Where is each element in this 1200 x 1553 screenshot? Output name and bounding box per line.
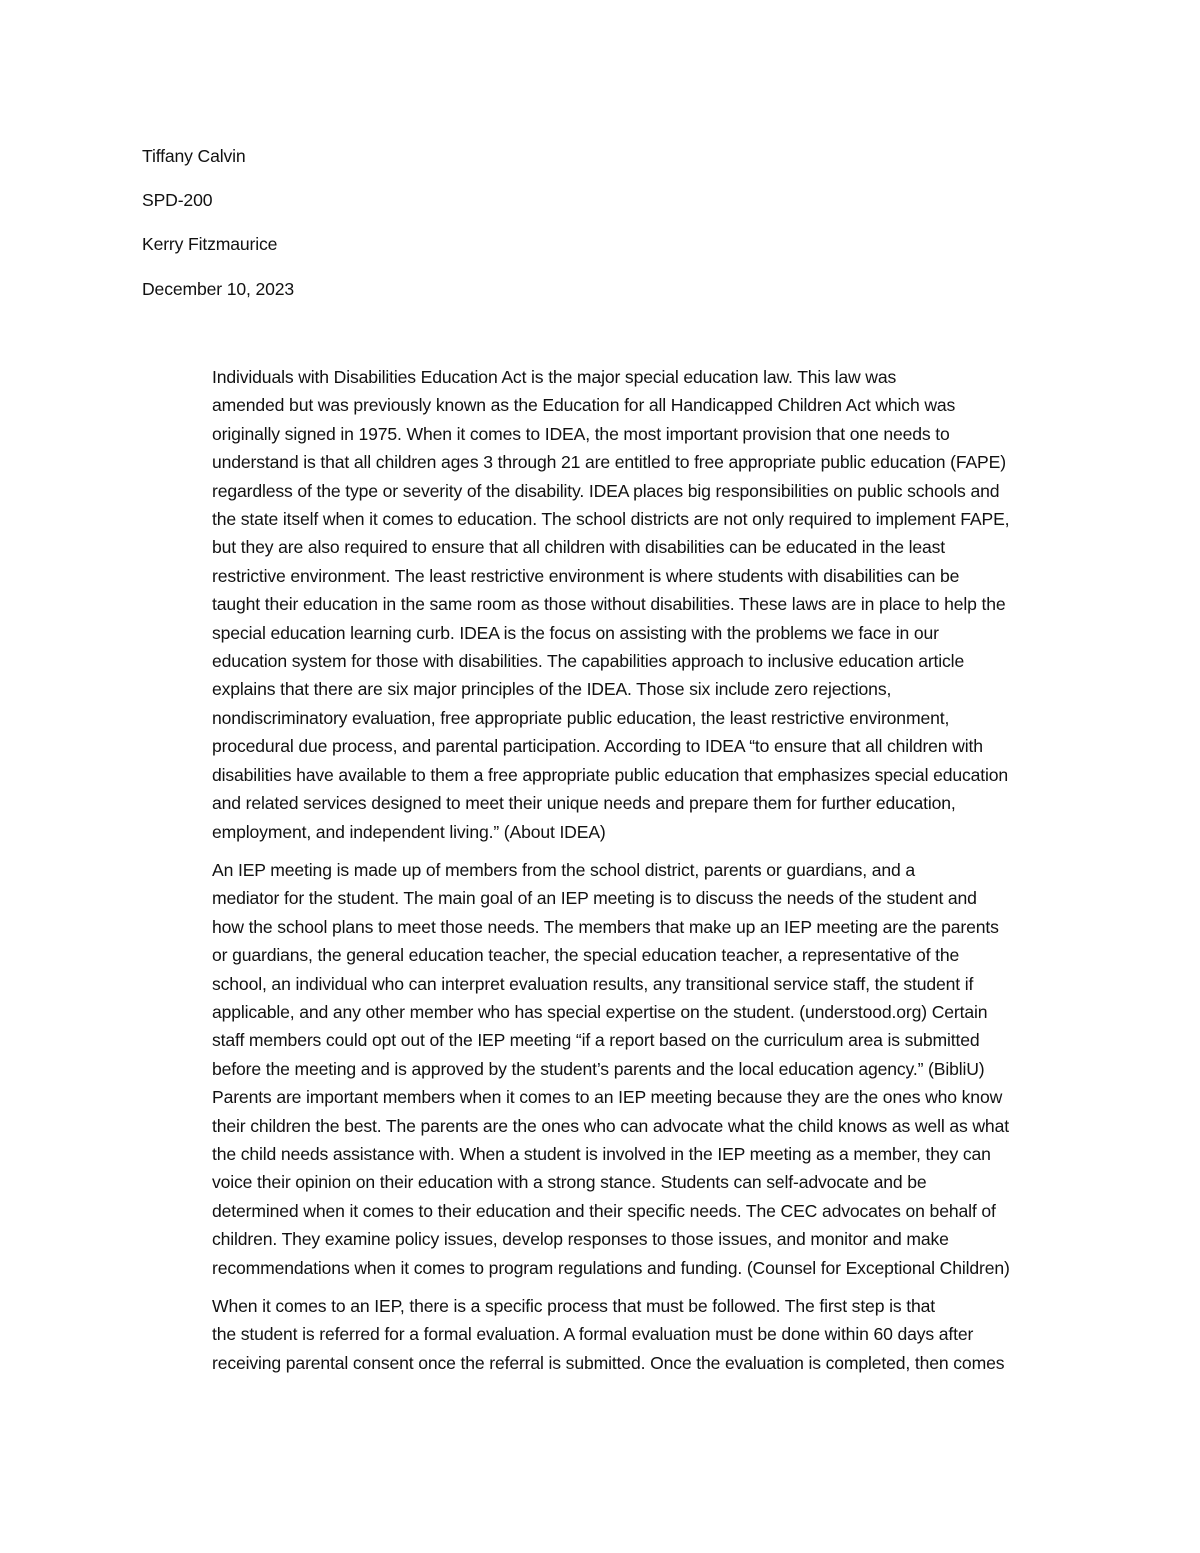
paragraph-line: children. They examine policy issues, develop responses to those issues, and monitor and make [212, 1229, 949, 1250]
paragraph-line: voice their opinion on their education with a strong stance. Students can self-advocate and be [212, 1172, 927, 1193]
paragraph-line: receiving parental consent once the referral is submitted. Once the evaluation is completed, then comes [212, 1352, 1005, 1373]
paragraph-line: When it comes to an IEP, there is a specific process that must be followed. The first step is that [212, 1296, 935, 1316]
paragraph-line: Individuals with Disabilities Education Act is the major special education law. This law was [212, 367, 897, 387]
author-name: Tiffany Calvin [142, 146, 246, 166]
paragraph-line: restrictive environment. The least restrictive environment is where students with disabilities can be [212, 565, 960, 586]
paragraph-line: determined when it comes to their education and their specific needs. The CEC advocates on behalf of [212, 1200, 996, 1221]
paragraph-line: amended but was previously known as the Education for all Handicapped Children Act which was [212, 395, 956, 416]
paragraph-line: nondiscriminatory evaluation, free appropriate public education, the least restrictive environment, [212, 707, 950, 728]
paragraph-line: the student is referred for a formal evaluation. A formal evaluation must be done within 60 days after [212, 1324, 974, 1345]
paragraph-line: their children the best. The parents are the ones who can advocate what the child knows as well as what [212, 1115, 1009, 1136]
paragraph-line: special education learning curb. IDEA is the focus on assisting with the problems we face in our [212, 622, 939, 643]
body-paragraph [142, 1292, 1058, 1377]
paragraph-line: but they are also required to ensure that all children with disabilities can be educated in the least [212, 537, 946, 558]
paragraph-line: how the school plans to meet those needs. The members that make up an IEP meeting are the parents [212, 916, 999, 937]
document-body [142, 363, 1058, 1387]
paragraph-line: taught their education in the same room as those without disabilities. These laws are in place to help the [212, 594, 1006, 615]
paragraph-line: the child needs assistance with. When a student is involved in the IEP meeting as a member, they can [212, 1143, 991, 1164]
paragraph-line: recommendations when it comes to program regulations and funding. (Counsel for Exceptional Children) [212, 1257, 1010, 1278]
paragraph-line: originally signed in 1975. When it comes to IDEA, the most important provision that one needs to [212, 423, 950, 444]
paragraph-line: mediator for the student. The main goal of an IEP meeting is to discuss the needs of the student and [212, 888, 977, 909]
paragraph-line: Parents are important members when it comes to an IEP meeting because they are the ones who know [212, 1087, 1003, 1108]
paragraph-line: employment, and independent living.” (About IDEA) [212, 821, 606, 842]
paragraph-line: regardless of the type or severity of the disability. IDEA places big responsibilities on public schools and [212, 480, 1000, 501]
paragraph-line: understand is that all children ages 3 through 21 are entitled to free appropriate public education (FAPE) [212, 452, 1006, 473]
paragraph-line: before the meeting and is approved by the student’s parents and the local education agency.” (BibliU) [212, 1058, 985, 1079]
paragraph-line: explains that there are six major principles of the IDEA. Those six include zero rejections, [212, 679, 892, 700]
body-paragraph [142, 856, 1058, 1282]
instructor-name: Kerry Fitzmaurice [142, 234, 278, 254]
paragraph-line: or guardians, the general education teacher, the special education teacher, a representative of the [212, 945, 960, 966]
course-code: SPD-200 [142, 190, 213, 210]
paragraph-line: the state itself when it comes to education. The school districts are not only required to implement FAPE, [212, 509, 1010, 530]
paragraph-line: disabilities have available to them a free appropriate public education that emphasizes special education [212, 764, 1009, 785]
paragraph-line: procedural due process, and parental participation. According to IDEA “to ensure that all children with [212, 736, 983, 757]
paragraph-line: school, an individual who can interpret evaluation results, any transitional service staff, the student if [212, 973, 974, 994]
paragraph-line: and related services designed to meet their unique needs and prepare them for further education, [212, 793, 956, 814]
paragraph-line: education system for those with disabilities. The capabilities approach to inclusive education article [212, 651, 965, 672]
paragraph-line: applicable, and any other member who has special expertise on the student. (understood.org) Certain [212, 1001, 988, 1022]
document-date: December 10, 2023 [142, 279, 294, 299]
body-paragraph [142, 363, 1058, 846]
paragraph-line: staff members could opt out of the IEP meeting “if a report based on the curriculum area is submitted [212, 1030, 980, 1051]
paragraph-line: An IEP meeting is made up of members from the school district, parents or guardians, and a [212, 859, 915, 880]
